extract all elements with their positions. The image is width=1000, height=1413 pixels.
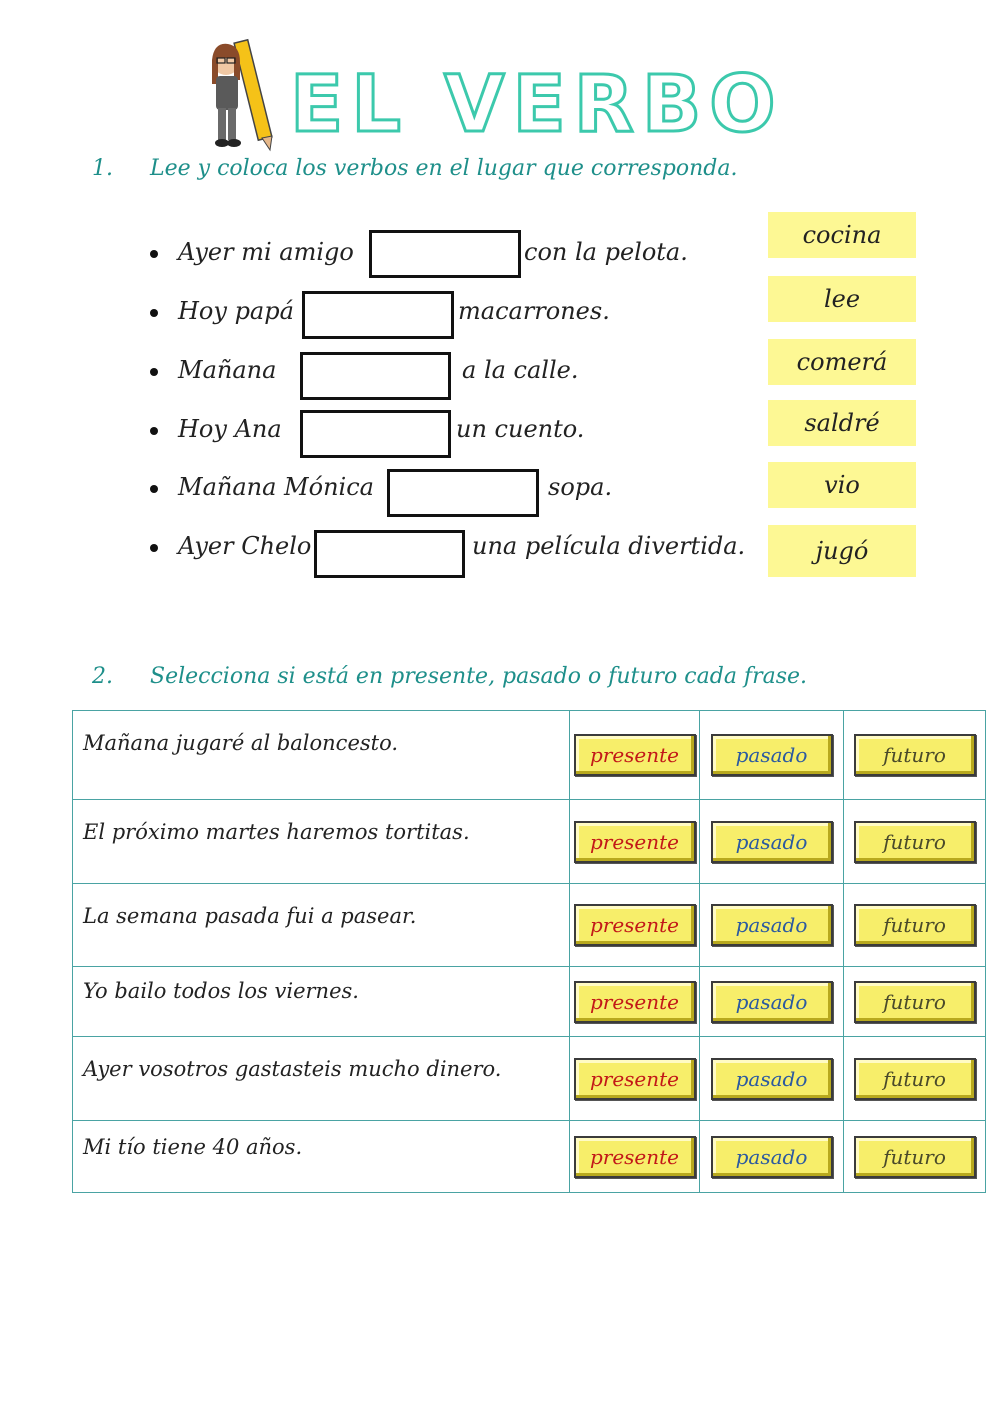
drop-slot-4[interactable] [300, 410, 451, 458]
option-pasado-button[interactable]: pasado [711, 1058, 833, 1100]
sentence-row [150, 297, 294, 325]
bullet-icon [150, 309, 158, 317]
word-chip-cocina[interactable]: cocina [768, 212, 916, 258]
option-futuro-button[interactable]: futuro [854, 904, 976, 946]
drop-slot-1[interactable] [369, 230, 521, 278]
sentence-before: Mañana Mónica [178, 473, 374, 501]
word-chip-jugo[interactable]: jugó [768, 525, 916, 577]
sentence-cell: Yo bailo todos los viernes. [73, 967, 570, 1037]
sentence-before: Ayer mi amigo [178, 238, 354, 266]
table-row [73, 967, 986, 1037]
word-chip-comera[interactable]: comerá [768, 339, 916, 385]
table-row [73, 800, 986, 884]
sentence-cell: Mañana jugaré al baloncesto. [73, 711, 570, 800]
option-presente-button[interactable]: presente [574, 1136, 696, 1178]
sentence-cell: El próximo martes haremos tortitas. [73, 800, 570, 884]
instruction-1 [92, 156, 738, 181]
sentence-after: un cuento. [456, 415, 585, 443]
sentence-after: macarrones. [458, 297, 610, 325]
sentence-before: Mañana [178, 356, 277, 384]
word-chip-saldre[interactable]: saldré [768, 400, 916, 446]
sentence-before: Hoy Ana [178, 415, 282, 443]
option-presente-button[interactable]: presente [574, 981, 696, 1023]
option-pasado-button[interactable]: pasado [711, 1136, 833, 1178]
instruction-2 [92, 664, 807, 689]
option-futuro-button[interactable]: futuro [854, 821, 976, 863]
drop-slot-2[interactable] [302, 291, 454, 339]
bullet-icon [150, 544, 158, 552]
sentence-row [150, 415, 282, 443]
option-pasado-button[interactable]: pasado [711, 821, 833, 863]
sentence-after: una película divertida. [472, 532, 746, 560]
sentence-after: con la pelota. [524, 238, 688, 266]
sentence-after: sopa. [548, 473, 613, 501]
avatar [200, 36, 280, 152]
instruction-2-text: Selecciona si está en presente, pasado o futuro cada frase. [150, 664, 808, 689]
sentence-before: Hoy papá [178, 297, 294, 325]
option-presente-button[interactable]: presente [574, 1058, 696, 1100]
option-pasado-button[interactable]: pasado [711, 904, 833, 946]
drop-slot-5[interactable] [387, 469, 539, 517]
page-title: EL VERBO [290, 60, 784, 150]
drop-slot-6[interactable] [314, 530, 465, 578]
tense-table [72, 710, 986, 1193]
table-row [73, 1121, 986, 1193]
instruction-1-text: Lee y coloca los verbos en el lugar que corresponda. [150, 156, 738, 181]
sentence-cell: La semana pasada fui a pasear. [73, 884, 570, 967]
option-pasado-button[interactable]: pasado [711, 734, 833, 776]
bullet-icon [150, 427, 158, 435]
option-futuro-button[interactable]: futuro [854, 734, 976, 776]
option-presente-button[interactable]: presente [574, 734, 696, 776]
sentence-cell: Mi tío tiene 40 años. [73, 1121, 570, 1193]
instruction-1-number: 1. [92, 156, 113, 181]
sentence-row [150, 532, 311, 560]
sentence-after: a la calle. [462, 356, 579, 384]
option-futuro-button[interactable]: futuro [854, 1136, 976, 1178]
bullet-icon [150, 485, 158, 493]
drop-slot-3[interactable] [300, 352, 451, 400]
instruction-2-number: 2. [92, 664, 113, 689]
table-row [73, 884, 986, 967]
sentence-cell: Ayer vosotros gastasteis mucho dinero. [73, 1037, 570, 1121]
bullet-icon [150, 250, 158, 258]
option-presente-button[interactable]: presente [574, 904, 696, 946]
sentence-row [150, 473, 374, 501]
word-chip-vio[interactable]: vio [768, 462, 916, 508]
sentence-before: Ayer Chelo [178, 532, 312, 560]
table-row [73, 711, 986, 800]
option-futuro-button[interactable]: futuro [854, 1058, 976, 1100]
option-pasado-button[interactable]: pasado [711, 981, 833, 1023]
word-chip-lee[interactable]: lee [768, 276, 916, 322]
option-futuro-button[interactable]: futuro [854, 981, 976, 1023]
option-presente-button[interactable]: presente [574, 821, 696, 863]
bullet-icon [150, 368, 158, 376]
sentence-row [150, 238, 354, 266]
table-row [73, 1037, 986, 1121]
sentence-row [150, 356, 276, 384]
